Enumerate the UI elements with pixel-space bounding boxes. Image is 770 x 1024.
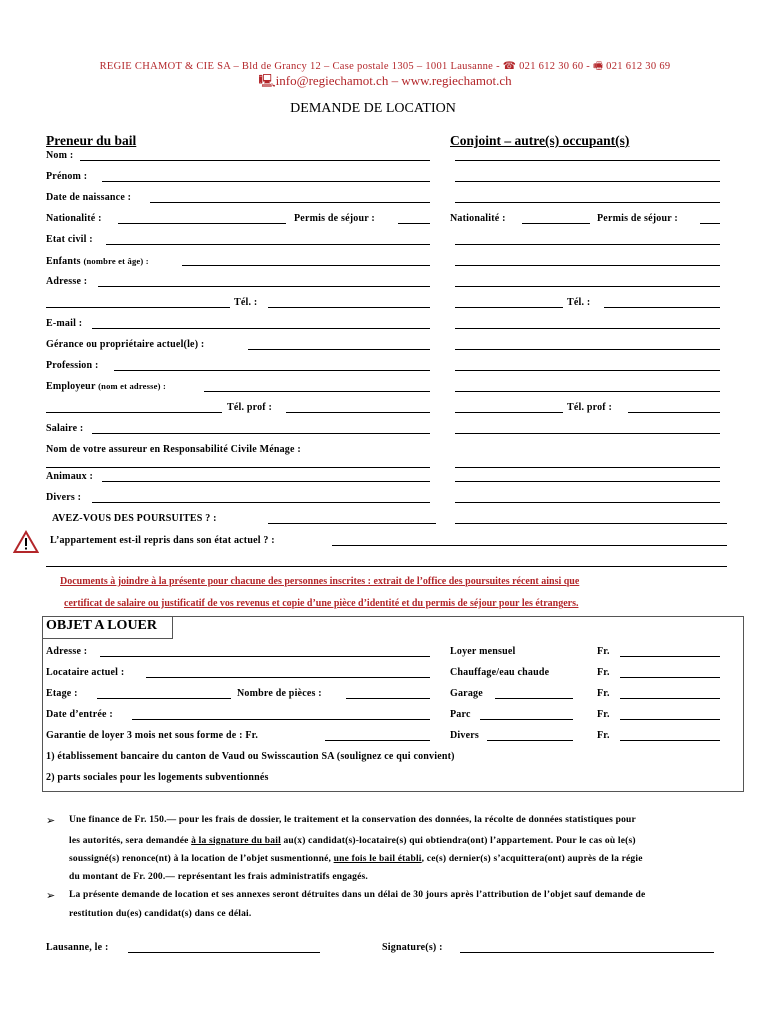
divers-field[interactable] [92,502,430,503]
nationalite-field[interactable] [118,223,286,224]
permis-field-partner[interactable] [700,223,720,224]
label-obj-adresse: Adresse : [46,646,88,657]
divers-fr-field[interactable] [620,740,720,741]
tel-field-partner[interactable] [604,307,720,308]
bullet2-line1: La présente demande de location et ses annexes seront détruites dans un délai de 30 jours après l’attribution de l’objet sauf demande de [69,890,646,900]
label-fr-divers: Fr. [597,730,610,741]
naissance-field[interactable] [150,202,430,203]
email-field-partner[interactable] [455,328,720,329]
section-tenant: Preneur du bail [46,133,137,148]
label-divers: Divers : [46,492,82,503]
label-lausanne: Lausanne, le : [46,942,109,953]
label-fr-loyer: Fr. [597,646,610,657]
label-poursuites: AVEZ-VOUS DES POURSUITES ? : [52,513,217,524]
naissance-field-partner[interactable] [455,202,720,203]
documents-note-line2: certificat de salaire ou justificatif de vos revenus et copie d’une pièce d’identité et du permis de séjour pour les étrangers. [64,598,579,609]
profession-field-partner[interactable] [455,370,720,371]
gerance-field-partner[interactable] [455,349,720,350]
label-obj-etage: Etage : [46,688,78,699]
employeur-field-2[interactable] [46,412,222,413]
employeur-field-partner[interactable] [455,391,720,392]
tel-prof-field-partner[interactable] [628,412,720,413]
nom-field-partner[interactable] [455,160,720,161]
adresse-field-partner[interactable] [455,286,720,287]
divers-field-partner[interactable] [455,502,720,503]
email-field[interactable] [92,328,430,329]
bullet1-line2: les autorités, sera demandée à la signature du bail au(x) candidat(s)-locataire(s) qui obtiendra(ont) l’appartement. Pour le cas où le(s) [69,836,636,846]
loyer-field[interactable] [620,656,720,657]
nationalite-field-partner[interactable] [522,223,590,224]
obj-garantie-field[interactable] [325,740,430,741]
label-email: E-mail : [46,318,83,329]
assureur-field[interactable] [46,467,430,468]
salaire-field[interactable] [92,433,430,434]
section-partner: Conjoint – autre(s) occupant(s) [450,133,630,148]
label-tel-partner: Tél. : [567,297,591,308]
garage-fr-field[interactable] [620,698,720,699]
label-permis: Permis de séjour : [294,213,375,224]
label-salaire: Salaire : [46,423,84,434]
parc-field[interactable] [480,719,573,720]
signature-field[interactable] [460,952,714,953]
label-obj-divers: Divers [450,730,479,741]
tel-prof-field[interactable] [286,412,430,413]
nom-field[interactable] [80,160,430,161]
etat-civil-field-partner[interactable] [455,244,720,245]
obj-entree-field[interactable] [132,719,430,720]
animaux-field-partner[interactable] [455,481,720,482]
bullet1-line4: du montant de Fr. 200.— représentant les frais administratifs engagés. [69,872,368,882]
label-chauffage: Chauffage/eau chaude [450,667,550,678]
chauffage-field[interactable] [620,677,720,678]
etat-civil-field[interactable] [106,244,430,245]
label-tel-prof-partner: Tél. prof : [567,402,613,413]
object-box [42,616,744,792]
label-adresse: Adresse : [46,276,88,287]
arrow-bullet-icon: ➢ [46,890,56,902]
appartement-field[interactable] [332,545,727,546]
parc-fr-field[interactable] [620,719,720,720]
poursuites-field[interactable] [268,523,436,524]
form-title: DEMANDE DE LOCATION [290,101,456,116]
label-assureur: Nom de votre assureur en Responsabilité Civile Ménage : [46,444,301,455]
agency-address: REGIE CHAMOT & CIE SA – Bld de Grancy 12 – Case postale 1305 – 1001 Lausanne - ☎ 021 612 30 60 - 🖷 021 612 30 69 [99,61,671,72]
employeur-field-2-partner[interactable] [455,412,563,413]
label-animaux: Animaux : [46,471,94,482]
enfants-field[interactable] [182,265,430,266]
label-prenom: Prénom : [46,171,88,182]
label-naissance: Date de naissance : [46,192,132,203]
tel-field[interactable] [268,307,430,308]
permis-field[interactable] [398,223,430,224]
arrow-bullet-icon: ➢ [46,815,56,827]
label-garage: Garage [450,688,483,699]
prenom-field[interactable] [102,181,430,182]
label-obj-locataire: Locataire actuel : [46,667,125,678]
adresse-field-2-partner[interactable] [455,307,563,308]
warning-icon [13,530,39,554]
poursuites-field-partner[interactable] [455,523,727,524]
label-nationalite-partner: Nationalité : [450,213,506,224]
label-obj-entree: Date d’entrée : [46,709,113,720]
obj-etage-field[interactable] [97,698,231,699]
enfants-field-partner[interactable] [455,265,720,266]
employeur-field[interactable] [204,391,430,392]
animaux-field[interactable] [102,481,430,482]
label-appartement: L’appartement est-il repris dans son état actuel ? : [50,535,275,546]
label-fr-parc: Fr. [597,709,610,720]
label-fr-chauffage: Fr. [597,667,610,678]
label-etat-civil: Etat civil : [46,234,93,245]
obj-divers-field[interactable] [487,740,573,741]
garage-field[interactable] [495,698,573,699]
label-enfants: Enfants (nombre et âge) : [46,256,149,267]
agency-contact: 🖳info@regiechamot.ch – www.regiechamot.ch [258,73,512,88]
obj-locataire-field[interactable] [146,677,430,678]
documents-note-line1: Documents à joindre à la présente pour chacune des personnes inscrites : extrait de l’office des poursuites récent ainsi que [60,576,580,587]
bullet1-line3: soussigné(s) renonce(nt) à la location de l’objet susmentionné, une fois le bail établi, ce(s) dernier(s) s’acquittera(ont) auprès de la régie [69,854,643,864]
label-permis-partner: Permis de séjour : [597,213,678,224]
appartement-field-2[interactable] [46,566,727,567]
salaire-field-partner[interactable] [455,433,720,434]
label-nationalite: Nationalité : [46,213,102,224]
label-fr-garage: Fr. [597,688,610,699]
label-loyer: Loyer mensuel [450,646,516,657]
label-profession: Profession : [46,360,99,371]
label-obj-garantie: Garantie de loyer 3 mois net sous forme de : Fr. [46,730,259,741]
obj-adresse-field[interactable] [100,656,430,657]
profession-field[interactable] [114,370,430,371]
bullet2-line2: restitution du(es) candidat(s) dans ce délai. [69,909,252,919]
adresse-field-2[interactable] [46,307,230,308]
obj-option-2: 2) parts sociales pour les logements subventionnés [46,772,269,783]
bullet1-line1: Une finance de Fr. 150.— pour les frais de dossier, le traitement et la conservation des données, la récolte de données statistiques pour [69,815,636,825]
label-tel: Tél. : [234,297,258,308]
object-box-title: OBJET A LOUER [42,616,173,639]
obj-pieces-field[interactable] [346,698,430,699]
label-nom: Nom : [46,150,74,161]
label-gerance: Gérance ou propriétaire actuel(le) : [46,339,205,350]
assureur-field-partner[interactable] [455,467,720,468]
label-signature: Signature(s) : [382,942,443,953]
adresse-field[interactable] [98,286,430,287]
prenom-field-partner[interactable] [455,181,720,182]
label-employeur: Employeur (nom et adresse) : [46,381,166,392]
lausanne-date-field[interactable] [128,952,320,953]
gerance-field[interactable] [248,349,430,350]
obj-option-1: 1) établissement bancaire du canton de Vaud ou Swisscaution SA (soulignez ce qui convient) [46,751,455,762]
label-obj-pieces: Nombre de pièces : [237,688,322,699]
label-parc: Parc [450,709,471,720]
label-tel-prof: Tél. prof : [227,402,273,413]
